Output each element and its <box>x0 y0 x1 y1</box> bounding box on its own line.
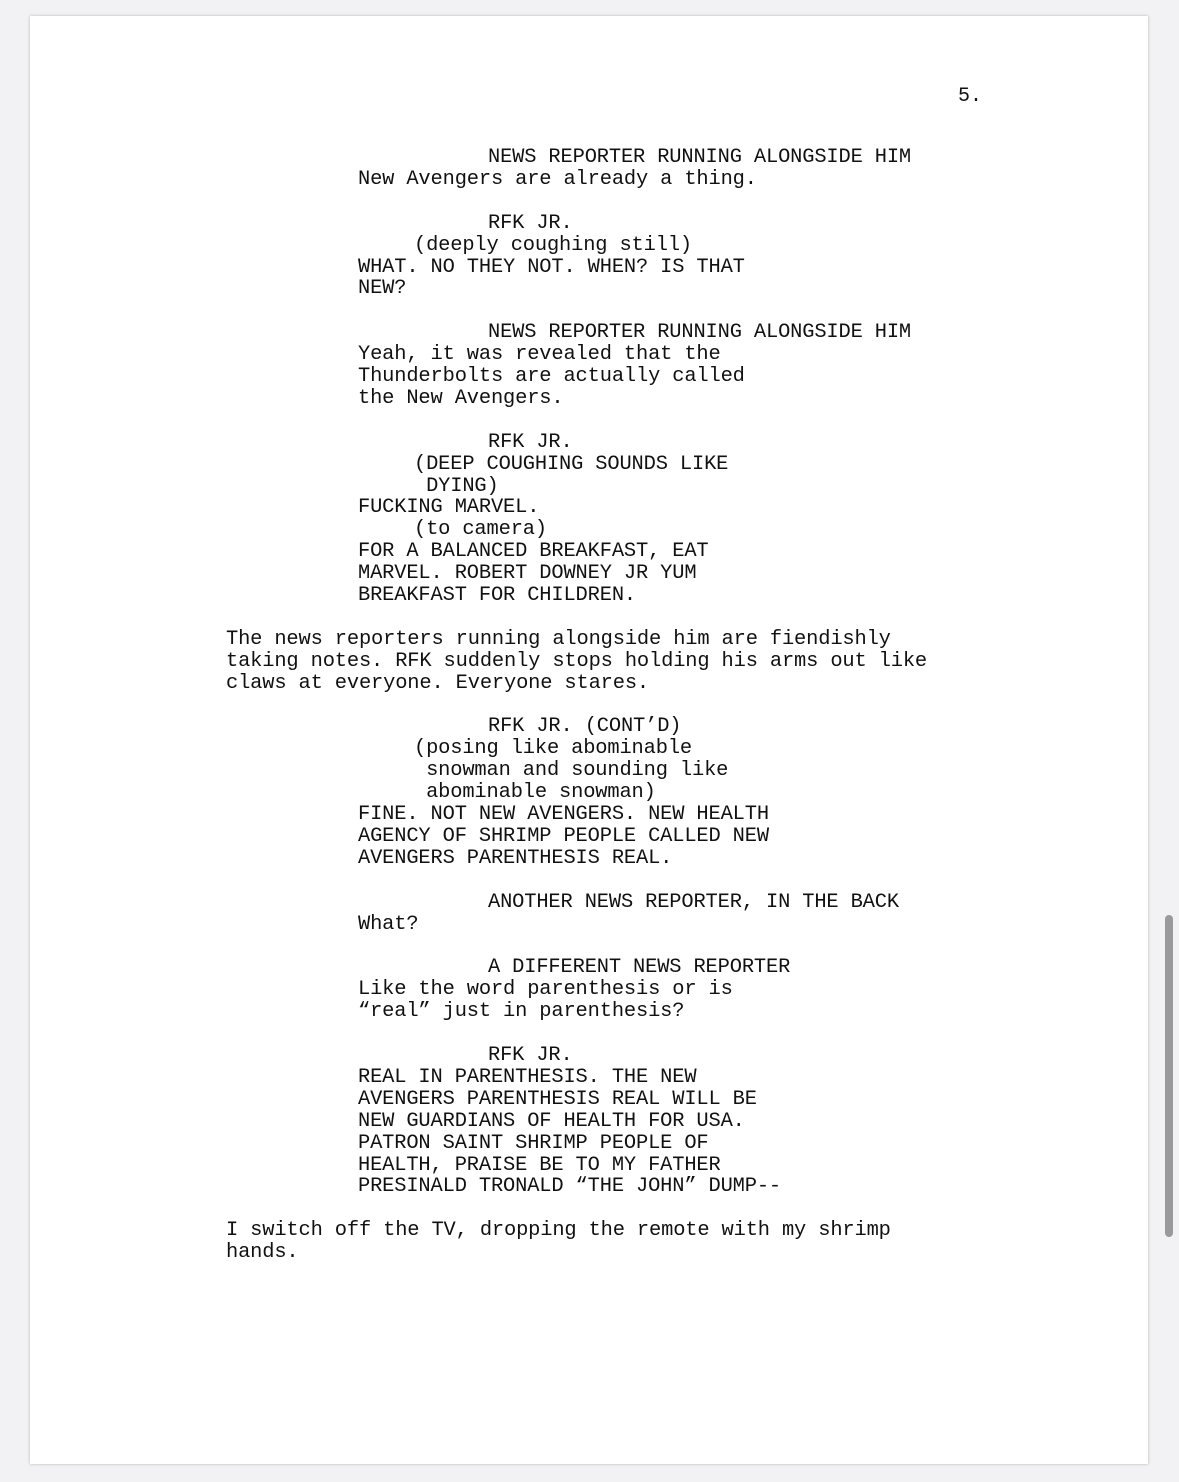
text-line: What? <box>358 912 419 936</box>
block-spacer <box>226 870 1006 892</box>
text-line: BREAKFAST FOR CHILDREN. <box>358 584 636 608</box>
text-line: (DEEP COUGHING SOUNDS LIKE <box>414 452 729 476</box>
text-line: abominable snowman) <box>414 781 656 805</box>
text-line: FOR A BALANCED BREAKFAST, EAT <box>358 540 709 564</box>
script-page <box>30 16 1148 1464</box>
block-spacer <box>226 300 1006 322</box>
dialogue-block <box>226 257 1006 301</box>
character-cue: RFK JR. (CONT’D) <box>488 715 682 739</box>
text-line: (to camera) <box>414 518 547 542</box>
dialogue-block <box>226 979 1006 1023</box>
text-line: hands. <box>226 1241 299 1265</box>
text-line: NEW GUARDIANS OF HEALTH FOR USA. <box>358 1109 745 1133</box>
dialogue-block <box>226 1067 1006 1198</box>
text-line: (deeply coughing still) <box>414 233 692 257</box>
text-line: Yeah, it was revealed that the <box>358 343 721 367</box>
text-line: “real” just in parenthesis? <box>358 1000 685 1024</box>
text-line: AVENGERS PARENTHESIS REAL. <box>358 846 673 870</box>
dialogue-block <box>226 344 1006 410</box>
block-spacer <box>226 1023 1006 1045</box>
dialogue-block <box>226 914 1006 936</box>
character-cue: RFK JR. <box>488 1044 573 1068</box>
block-spacer <box>226 1198 1006 1220</box>
text-line: (posing like abominable <box>414 737 692 761</box>
vertical-scrollbar[interactable] <box>1165 915 1173 1237</box>
text-line: AVENGERS PARENTHESIS REAL WILL BE <box>358 1087 757 1111</box>
text-line: taking notes. RFK suddenly stops holding his arms out like <box>226 649 928 673</box>
text-line: WHAT. NO THEY NOT. WHEN? IS THAT <box>358 255 745 279</box>
parenthetical <box>226 738 1006 804</box>
text-line: claws at everyone. Everyone stares. <box>226 671 650 695</box>
parenthetical <box>226 454 1006 498</box>
text-line: Thunderbolts are actually called <box>358 365 745 389</box>
parenthetical <box>226 519 1006 541</box>
text-line: the New Avengers. <box>358 386 564 410</box>
text-line: FINE. NOT NEW AVENGERS. NEW HEALTH <box>358 803 769 827</box>
dialogue-block <box>226 497 1006 519</box>
block-spacer <box>226 410 1006 432</box>
text-line: HEALTH, PRAISE BE TO MY FATHER <box>358 1153 721 1177</box>
character-cue: NEWS REPORTER RUNNING ALONGSIDE HIM <box>488 321 912 345</box>
text-line: The news reporters running alongside him are fiendishly <box>226 627 891 651</box>
action-block <box>226 629 1006 695</box>
screenplay-body <box>226 147 1006 1264</box>
block-spacer <box>226 191 1006 213</box>
character-cue: RFK JR. <box>488 211 573 235</box>
block-spacer <box>226 607 1006 629</box>
action-block <box>226 1220 1006 1264</box>
block-spacer <box>226 936 1006 958</box>
text-line: PRESINALD TRONALD “THE JOHN” DUMP-- <box>358 1175 782 1199</box>
text-line: PATRON SAINT SHRIMP PEOPLE OF <box>358 1131 709 1155</box>
character-cue: A DIFFERENT NEWS REPORTER <box>488 956 791 980</box>
text-line: FUCKING MARVEL. <box>358 496 540 520</box>
block-spacer <box>226 695 1006 717</box>
page-number: 5. <box>957 85 982 108</box>
text-line: NEW? <box>358 277 407 301</box>
text-line: Like the word parenthesis or is <box>358 978 733 1002</box>
text-line: REAL IN PARENTHESIS. THE NEW <box>358 1065 697 1089</box>
character-cue: RFK JR. <box>488 430 573 454</box>
text-line: I switch off the TV, dropping the remote with my shrimp <box>226 1219 891 1243</box>
text-line: MARVEL. ROBERT DOWNEY JR YUM <box>358 562 697 586</box>
parenthetical <box>226 235 1006 257</box>
character-cue: NEWS REPORTER RUNNING ALONGSIDE HIM <box>488 146 912 169</box>
text-line: New Avengers are already a thing. <box>358 167 757 191</box>
character-cue: ANOTHER NEWS REPORTER, IN THE BACK <box>488 890 899 914</box>
dialogue-block <box>226 169 1006 191</box>
text-line: snowman and sounding like <box>414 759 729 783</box>
text-line: DYING) <box>414 474 499 498</box>
text-line: AGENCY OF SHRIMP PEOPLE CALLED NEW <box>358 825 769 849</box>
dialogue-block <box>226 541 1006 607</box>
dialogue-block <box>226 804 1006 870</box>
